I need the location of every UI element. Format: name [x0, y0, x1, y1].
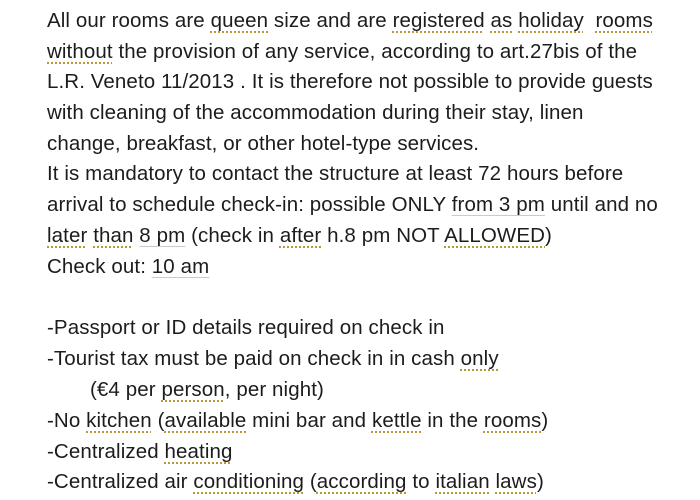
- text-segment: the provision of any service, according to art.27bis of the: [112, 40, 638, 63]
- text-segment: All our rooms are: [47, 9, 211, 32]
- text-segment: ): [536, 470, 544, 493]
- text-segment: -Passport or ID details required on check in: [47, 316, 445, 339]
- text-segment: Check out:: [47, 255, 152, 278]
- text-segment: -No: [47, 409, 87, 432]
- note-line: [47, 97, 584, 128]
- text-segment: to: [406, 470, 436, 493]
- text-segment: ): [541, 409, 549, 432]
- spellcheck-word[interactable]: registered: [392, 9, 485, 32]
- spellcheck-word[interactable]: later: [47, 224, 88, 247]
- spellcheck-word[interactable]: as: [490, 9, 513, 32]
- text-segment: L.R. Veneto 11/2013 . It is therefore not possible to provide guests: [47, 70, 653, 93]
- text-segment: [584, 9, 596, 32]
- detected-time-link[interactable]: from 3 pm: [451, 193, 545, 216]
- spellcheck-word[interactable]: person: [161, 378, 225, 401]
- spellcheck-word[interactable]: without: [47, 40, 113, 63]
- spellcheck-word[interactable]: holiday: [518, 9, 584, 32]
- note-line: [47, 36, 637, 67]
- spellcheck-word[interactable]: heating: [164, 440, 233, 463]
- text-segment: -Centralized: [47, 440, 165, 463]
- text-segment: with cleaning of the accommodation during their stay, linen: [47, 101, 584, 124]
- text-segment: -Tourist tax must be paid on check in in cash: [47, 347, 461, 370]
- note-line: [47, 312, 445, 343]
- note-line: [47, 343, 499, 374]
- note-line: [47, 436, 232, 467]
- text-segment: (: [304, 470, 317, 493]
- note-line: [90, 374, 324, 405]
- note-line: [47, 220, 552, 251]
- text-segment: (check in: [185, 224, 280, 247]
- spellcheck-word[interactable]: queen: [210, 9, 269, 32]
- text-segment: change, breakfast, or other hotel-type services.: [47, 132, 480, 155]
- note-line: [47, 158, 623, 189]
- text-segment: (€4 per: [90, 378, 162, 401]
- text-segment: mini bar and: [246, 409, 372, 432]
- detected-time-link[interactable]: 8 pm: [139, 224, 186, 247]
- note-line: [47, 128, 479, 159]
- text-segment: until and no: [544, 193, 658, 216]
- note-line: [47, 189, 658, 220]
- spellcheck-word[interactable]: conditioning: [193, 470, 305, 493]
- spellcheck-word[interactable]: rooms: [483, 409, 542, 432]
- text-segment: h.8 pm NOT: [321, 224, 445, 247]
- note-line: [47, 66, 653, 97]
- note-line: [47, 251, 209, 282]
- note-line: [47, 5, 653, 36]
- text-segment: size and are: [268, 9, 393, 32]
- text-segment: ): [545, 224, 552, 247]
- note-line: [47, 466, 544, 497]
- text-segment: (: [151, 409, 165, 432]
- text-segment: It is mandatory to contact the structure at least 72 hours before: [47, 162, 624, 185]
- spellcheck-word[interactable]: kitchen: [86, 409, 152, 432]
- spellcheck-word[interactable]: only: [460, 347, 499, 370]
- text-segment: , per night): [224, 378, 324, 401]
- spellcheck-word[interactable]: ALLOWED: [444, 224, 546, 247]
- note-line: [47, 405, 548, 436]
- text-segment: arrival to schedule check-in: possible ONLY: [47, 193, 452, 216]
- detected-time-link[interactable]: 10 am: [151, 255, 210, 278]
- text-segment: in the: [421, 409, 484, 432]
- spellcheck-word[interactable]: italian: [435, 470, 490, 493]
- spellcheck-word[interactable]: available: [164, 409, 247, 432]
- spellcheck-word[interactable]: kettle: [371, 409, 422, 432]
- spellcheck-word[interactable]: laws: [495, 470, 537, 493]
- text-segment: -Centralized air: [47, 470, 194, 493]
- spellcheck-word[interactable]: according: [316, 470, 407, 493]
- spellcheck-word[interactable]: rooms: [595, 9, 653, 32]
- spellcheck-word[interactable]: than: [93, 224, 134, 247]
- spellcheck-word[interactable]: after: [279, 224, 322, 247]
